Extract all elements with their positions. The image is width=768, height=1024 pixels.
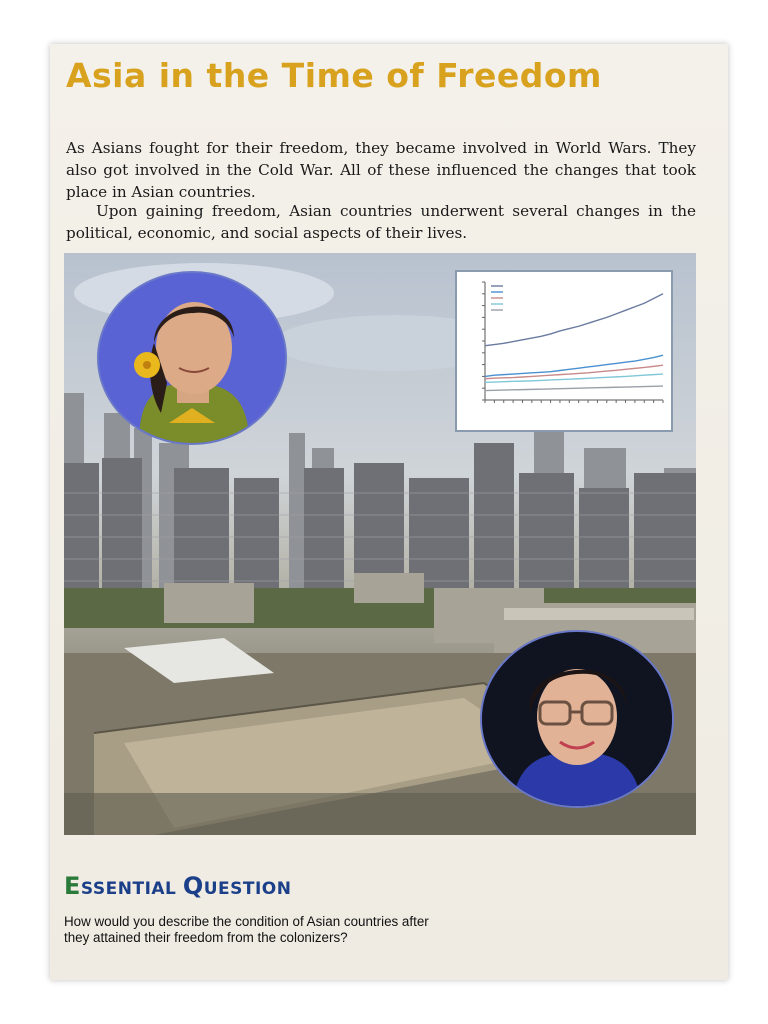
essential-initial: E xyxy=(64,872,81,900)
portrait-woman-glasses xyxy=(480,630,674,808)
page-title: Asia in the Time of Freedom xyxy=(66,56,602,95)
essential-question-text: How would you describe the condition of Asian countries after they attained their freedom from the colonizers? xyxy=(64,914,429,945)
chart-canvas xyxy=(457,272,671,430)
essential-question-heading xyxy=(64,872,291,900)
series-line-1 xyxy=(485,294,663,346)
growth-line-chart xyxy=(455,270,673,432)
second-paragraph: Upon gaining freedom, Asian countries underwent several changes in the political, economic, and social aspects of their lives. xyxy=(66,202,696,242)
chart-axes xyxy=(485,282,663,400)
question-rest: UESTION xyxy=(203,879,292,899)
question-initial: Q xyxy=(182,872,204,900)
portrait-woman-yellow-flower xyxy=(97,271,287,445)
series-line-5 xyxy=(485,386,663,390)
essential-rest: SSENTIAL xyxy=(80,879,177,899)
intro-paragraph: As Asians fought for their freedom, they became involved in World Wars. They also got involved in the Cold War. All of these influenced the changes that took place in Asian countries. xyxy=(66,139,696,201)
series-line-3 xyxy=(485,365,663,379)
